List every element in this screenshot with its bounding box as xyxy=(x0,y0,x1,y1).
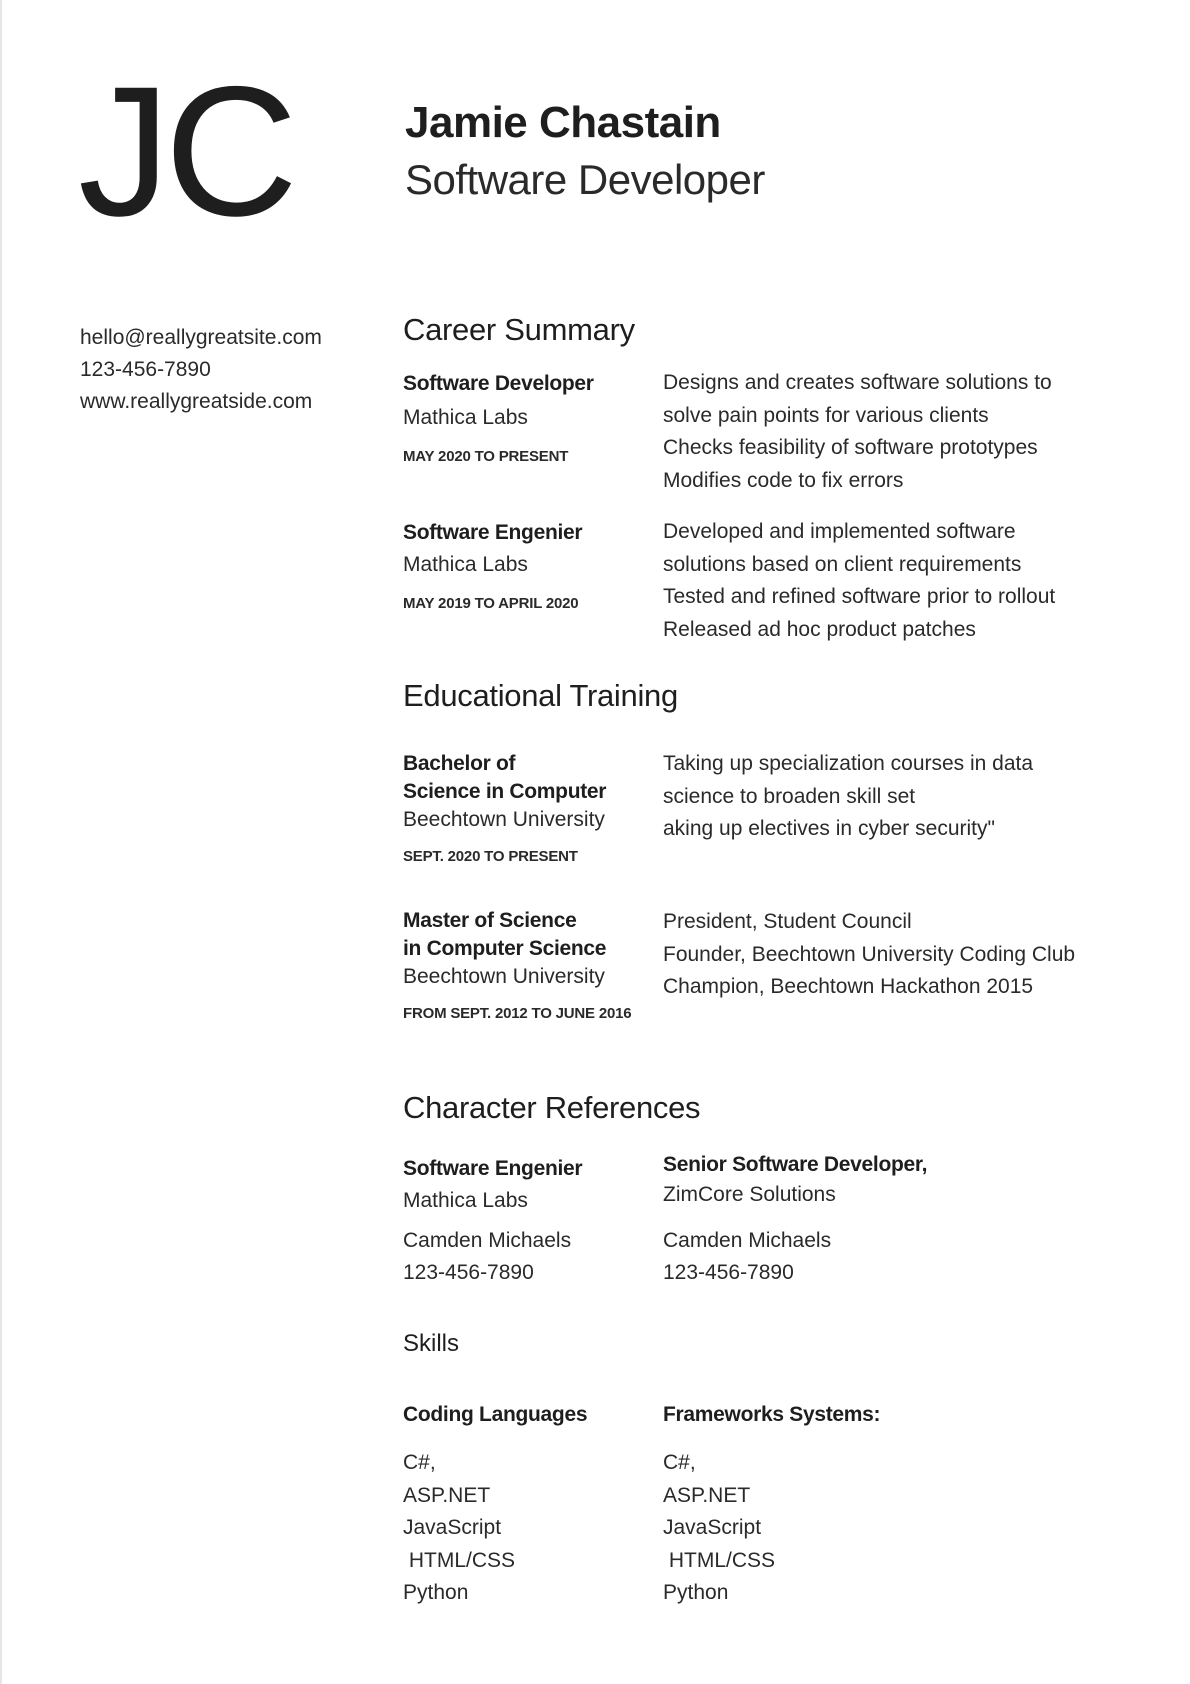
reference-phone: 123-456-7890 xyxy=(663,1261,794,1284)
skill-item: ASP.NET xyxy=(403,1483,491,1507)
education-detail-line: Taking up specialization courses in data xyxy=(663,752,1034,775)
reference-entry xyxy=(403,1155,582,1287)
section-heading-skills: Skills xyxy=(403,1330,460,1357)
education-entry xyxy=(403,750,606,865)
contact-block xyxy=(80,322,322,418)
skill-item: Python xyxy=(663,1581,729,1604)
job-detail-line: Tested and refined software prior to rollout xyxy=(663,585,1056,608)
skill-item: HTML/CSS xyxy=(663,1548,776,1572)
skill-item: ASP.NET xyxy=(663,1483,751,1507)
degree-line: in Computer Science xyxy=(403,937,607,960)
job-dates: MAY 2019 TO APRIL 2020 xyxy=(403,595,579,612)
job-detail-line: Modifies code to fix errors xyxy=(663,468,904,492)
job-company: Mathica Labs xyxy=(403,553,528,576)
degree-line: Science in Computer xyxy=(403,780,607,803)
page-edge xyxy=(0,0,2,1684)
job-details xyxy=(663,367,1052,497)
job-detail-line: Checks feasibility of software prototypes xyxy=(663,436,1038,459)
person-name: Jamie Chastain xyxy=(405,98,721,147)
job-detail-line: Released ad hoc product patches xyxy=(663,617,976,641)
education-detail-line: President, Student Council xyxy=(663,910,912,933)
degree-line: Bachelor of xyxy=(403,752,516,775)
reference-entry xyxy=(663,1151,927,1287)
section-heading-career: Career Summary xyxy=(403,312,635,347)
reference-phone: 123-456-7890 xyxy=(403,1261,534,1284)
reference-name: Camden Michaels xyxy=(663,1229,832,1252)
skill-item: JavaScript xyxy=(663,1516,762,1539)
skill-list xyxy=(403,1447,587,1610)
job-details xyxy=(663,516,1055,646)
skill-group-title: Coding Languages xyxy=(403,1403,588,1426)
job-detail-line: Designs and creates software solutions to xyxy=(663,371,1052,394)
section-heading-references: Character References xyxy=(403,1090,701,1125)
school-name: Beechtown University xyxy=(403,965,605,988)
education-details xyxy=(663,748,1033,846)
job-title: Software Developer xyxy=(403,372,594,395)
monogram: JC xyxy=(78,49,293,255)
job-entry xyxy=(403,370,594,465)
education-details xyxy=(663,906,1075,1004)
reference-position: Software Engenier xyxy=(403,1157,583,1180)
education-detail-line: science to broaden skill set xyxy=(663,784,916,808)
skill-item: Python xyxy=(403,1581,469,1604)
skill-group xyxy=(663,1401,880,1610)
reference-company: ZimCore Solutions xyxy=(663,1183,836,1206)
skill-item: JavaScript xyxy=(403,1516,502,1539)
person-title: Software Developer xyxy=(405,156,765,203)
job-company: Mathica Labs xyxy=(403,406,528,429)
education-dates: FROM SEPT. 2012 TO JUNE 2016 xyxy=(403,1005,632,1022)
education-detail-line: Champion, Beechtown Hackathon 2015 xyxy=(663,975,1034,998)
school-name: Beechtown University xyxy=(403,808,605,831)
education-entry xyxy=(403,907,631,1022)
education-detail-line: Founder, Beechtown University Coding Club xyxy=(663,942,1076,966)
job-detail-line: Developed and implemented software xyxy=(663,520,1016,543)
job-dates: MAY 2020 TO PRESENT xyxy=(403,448,569,465)
job-title: Software Engenier xyxy=(403,521,583,544)
education-detail-line: aking up electives in cyber security" xyxy=(663,817,995,840)
job-detail-line: solutions based on client requirements xyxy=(663,552,1022,576)
skill-group xyxy=(403,1401,587,1610)
contact-phone: 123-456-7890 xyxy=(80,358,211,381)
reference-name: Camden Michaels xyxy=(403,1229,572,1252)
job-entry xyxy=(403,519,582,612)
contact-email: hello@reallygreatsite.com xyxy=(80,326,322,349)
skill-item: C#, xyxy=(403,1451,436,1474)
skill-item: C#, xyxy=(663,1451,696,1474)
reference-company: Mathica Labs xyxy=(403,1189,528,1212)
contact-website: www.reallygreatside.com xyxy=(80,390,313,413)
reference-position: Senior Software Developer, xyxy=(663,1153,928,1176)
job-detail-line: solve pain points for various clients xyxy=(663,403,989,427)
education-dates: SEPT. 2020 TO PRESENT xyxy=(403,848,578,865)
skill-list xyxy=(663,1447,880,1610)
section-heading-education: Educational Training xyxy=(403,678,678,713)
degree-line: Master of Science xyxy=(403,909,577,932)
skill-item: HTML/CSS xyxy=(403,1548,516,1572)
skill-group-title: Frameworks Systems: xyxy=(663,1403,881,1426)
